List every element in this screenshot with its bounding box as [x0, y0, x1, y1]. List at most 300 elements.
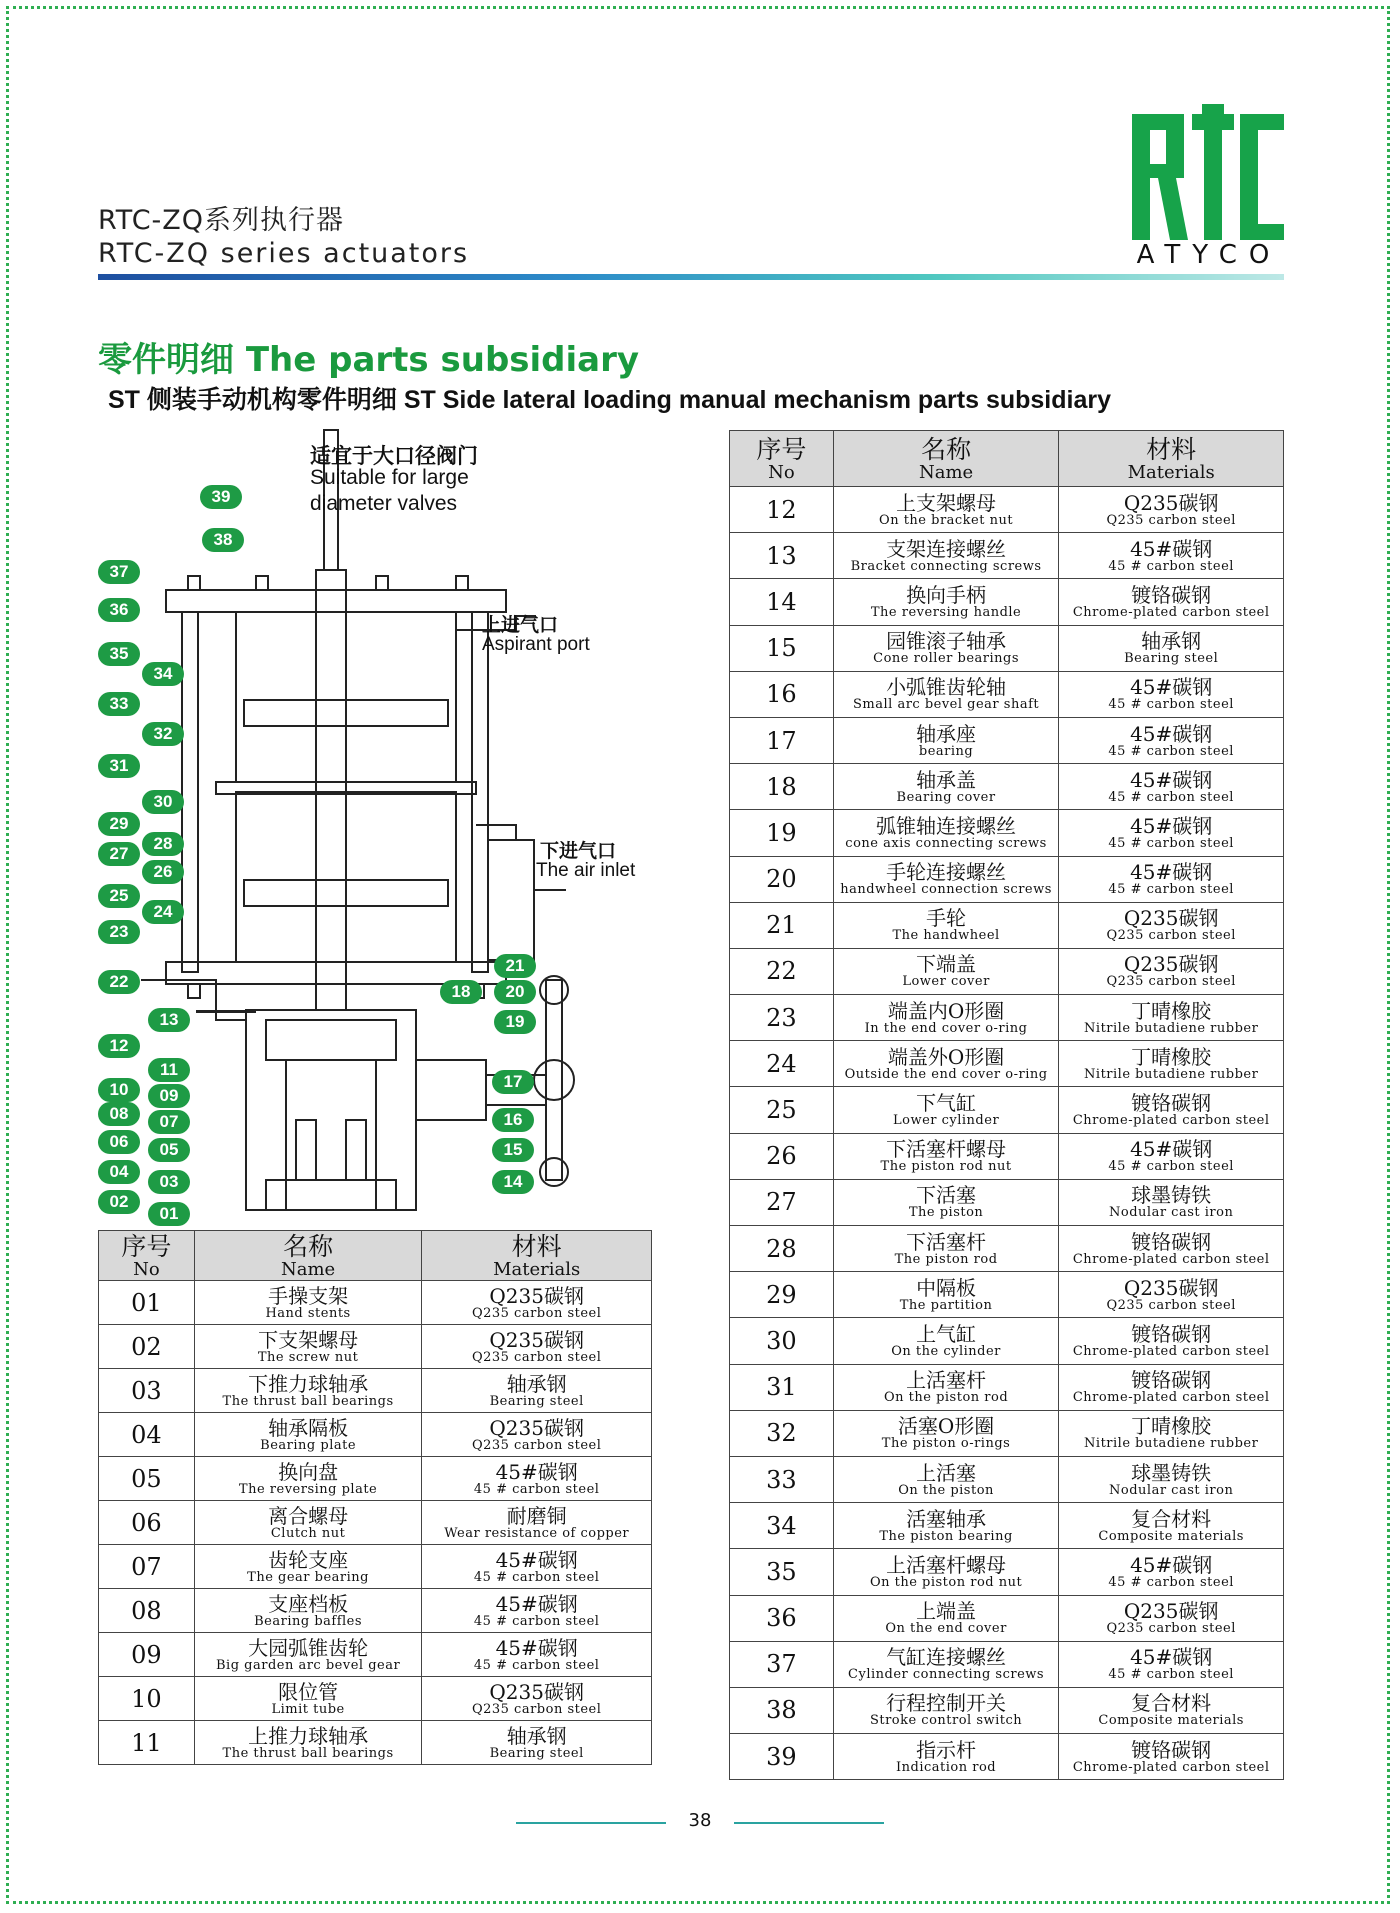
table-row: [730, 948, 1284, 994]
part-number: 02: [99, 1325, 195, 1369]
part-name: [833, 1595, 1059, 1641]
part-name: [833, 1041, 1059, 1087]
part-name-cn: 上活塞杆: [906, 1368, 987, 1393]
table-row: [730, 1410, 1284, 1456]
table-row: [730, 810, 1284, 856]
part-material-en: Composite materials: [1098, 1713, 1244, 1729]
part-name-cn: 端盖外O形圈: [887, 1044, 1005, 1069]
part-number: 32: [730, 1410, 834, 1456]
part-name-en: Small arc bevel gear shaft: [853, 697, 1040, 713]
part-material-en: Chrome-plated carbon steel: [1072, 1759, 1270, 1775]
part-material-cn: 45#碳钢: [495, 1635, 578, 1660]
part-material-cn: 镀铬碳钢: [1131, 1368, 1212, 1393]
part-material-cn: 耐磨铜: [506, 1503, 567, 1528]
part-material-cn: 丁晴橡胶: [1131, 1414, 1212, 1439]
part-material: [1059, 1734, 1284, 1780]
table-row: [730, 1503, 1284, 1549]
part-material: [1059, 1226, 1284, 1272]
part-name-en: The piston bearing: [879, 1528, 1013, 1544]
part-material-en: 45 # carbon steel: [1108, 882, 1234, 898]
part-name-cn: 下活塞杆螺母: [886, 1137, 1007, 1162]
part-name-cn: 活塞轴承: [906, 1506, 987, 1531]
part-material-en: 45 # carbon steel: [1108, 835, 1234, 851]
part-material-en: Bearing steel: [489, 1745, 584, 1761]
part-name-en: On the piston rod nut: [869, 1574, 1023, 1590]
part-material: [1059, 1687, 1284, 1733]
header-divider: [98, 274, 1284, 280]
part-material-cn: 镀铬碳钢: [1131, 1229, 1212, 1254]
part-name-cn: 手轮: [926, 906, 967, 931]
note-large-valves-en1: Suitable for large: [310, 466, 469, 489]
part-number: 25: [730, 1087, 834, 1133]
part-material: [422, 1369, 652, 1413]
part-name-en: The thrust ball bearings: [222, 1745, 394, 1761]
part-material-en: Nitrile butadiene rubber: [1084, 1066, 1259, 1082]
part-material-en: Wear resistance of copper: [444, 1525, 630, 1541]
part-material-cn: 45#碳钢: [1130, 1552, 1213, 1577]
part-material-en: Q235 carbon steel: [1106, 512, 1236, 528]
part-name-en: Clutch nut: [270, 1525, 346, 1541]
part-material-en: Q235 carbon steel: [471, 1305, 602, 1321]
callout-33: 33: [98, 692, 140, 716]
part-number: 26: [730, 1133, 834, 1179]
part-name-en: The screw nut: [257, 1349, 359, 1365]
part-number: 24: [730, 1041, 834, 1087]
part-number: 37: [730, 1641, 834, 1687]
part-name-cn: 换向手柄: [906, 582, 987, 607]
part-material: [422, 1501, 652, 1545]
actuator-diagram: [96, 420, 656, 1223]
series-title-en: RTC-ZQ series actuators: [98, 238, 470, 269]
part-name-cn: 支座档板: [268, 1591, 349, 1616]
part-name-cn: 大园弧锥齿轮: [248, 1635, 369, 1660]
table-row: [730, 764, 1284, 810]
part-material: [1059, 487, 1284, 533]
part-name: [833, 1087, 1059, 1133]
header-no: 序号 No: [99, 1231, 195, 1281]
part-name-en: handwheel connection screws: [840, 882, 1052, 898]
part-name: [194, 1369, 422, 1413]
part-name-en: Bracket connecting screws: [850, 558, 1042, 574]
part-name-en: On the piston: [898, 1482, 994, 1498]
part-name-cn: 下端盖: [916, 952, 977, 977]
part-material-en: Chrome-plated carbon steel: [1072, 1251, 1270, 1267]
part-name: [833, 1133, 1059, 1179]
table-row: [99, 1413, 652, 1457]
part-number: 39: [730, 1734, 834, 1780]
part-name-cn: 上活塞: [916, 1460, 977, 1485]
part-material: [1059, 717, 1284, 763]
part-material-en: 45 # carbon steel: [473, 1569, 600, 1585]
callout-05: 05: [148, 1138, 190, 1162]
part-number: 08: [99, 1589, 195, 1633]
callout-03: 03: [148, 1170, 190, 1194]
part-material: [1059, 1503, 1284, 1549]
part-material-cn: Q235碳钢: [1123, 1275, 1219, 1300]
part-name-en: The partition: [899, 1297, 993, 1313]
part-material-en: 45 # carbon steel: [1108, 697, 1234, 713]
part-material-en: 45 # carbon steel: [473, 1481, 600, 1497]
part-material: [422, 1281, 652, 1325]
callout-14: 14: [492, 1170, 534, 1194]
part-name-cn: 下推力球轴承: [248, 1371, 369, 1396]
part-material-cn: 复合材料: [1131, 1506, 1212, 1531]
part-name-cn: 中隔板: [916, 1275, 977, 1300]
part-material-en: Chrome-plated carbon steel: [1072, 1343, 1270, 1359]
part-material-en: Chrome-plated carbon steel: [1072, 1390, 1270, 1406]
part-material-cn: 轴承钢: [506, 1371, 567, 1396]
part-number: 06: [99, 1501, 195, 1545]
part-material: [422, 1413, 652, 1457]
note-air-inlet-cn: 下进气口: [540, 841, 617, 862]
part-name-en: On the cylinder: [891, 1343, 1001, 1359]
part-name-en: Big garden arc bevel gear: [216, 1657, 401, 1673]
part-material: [422, 1633, 652, 1677]
part-material-cn: Q235碳钢: [489, 1327, 584, 1352]
table-row: [99, 1721, 652, 1765]
part-name-en: On the end cover: [885, 1621, 1007, 1637]
part-number: 38: [730, 1687, 834, 1733]
table-row: [99, 1281, 652, 1325]
part-material-en: Nitrile butadiene rubber: [1084, 1436, 1259, 1452]
part-name-cn: 上端盖: [916, 1599, 977, 1624]
part-material-en: Chrome-plated carbon steel: [1072, 604, 1270, 620]
part-material: [1059, 671, 1284, 717]
part-number: 17: [730, 717, 834, 763]
part-material-en: 45 # carbon steel: [1108, 789, 1234, 805]
callout-24: 24: [142, 900, 184, 924]
table-row: [730, 1595, 1284, 1641]
part-name-en: On the bracket nut: [879, 512, 1014, 528]
table-row: [730, 487, 1284, 533]
table-row: [730, 671, 1284, 717]
part-number: 20: [730, 856, 834, 902]
part-name: [833, 625, 1059, 671]
part-material-cn: 45#碳钢: [495, 1459, 578, 1484]
part-name-cn: 轴承盖: [916, 767, 977, 792]
part-material-cn: 丁晴橡胶: [1131, 1044, 1212, 1069]
part-material: [1059, 1364, 1284, 1410]
part-material-cn: 45#碳钢: [1130, 1645, 1213, 1670]
part-name-en: Lower cylinder: [892, 1113, 1000, 1129]
part-name-cn: 齿轮支座: [268, 1547, 349, 1572]
part-name: [833, 1734, 1059, 1780]
part-material: [422, 1545, 652, 1589]
part-material-en: Bearing steel: [1124, 651, 1219, 667]
part-material-en: Q235 carbon steel: [471, 1437, 602, 1453]
part-name: [833, 856, 1059, 902]
part-name: [194, 1325, 422, 1369]
part-name-en: Indication rod: [896, 1759, 997, 1775]
part-name-cn: 下支架螺母: [258, 1327, 359, 1352]
part-number: 29: [730, 1272, 834, 1318]
part-material-en: 45 # carbon steel: [1108, 558, 1234, 574]
table-row: [730, 1318, 1284, 1364]
table-row: [99, 1545, 652, 1589]
part-name: [194, 1633, 422, 1677]
part-name-en: Bearing cover: [896, 789, 996, 805]
part-name: [833, 948, 1059, 994]
part-material-en: Q235 carbon steel: [1106, 974, 1236, 990]
callout-29: 29: [98, 812, 140, 836]
part-name-en: bearing: [918, 743, 974, 759]
part-name-cn: 园锥滚子轴承: [886, 629, 1007, 654]
part-number: 10: [99, 1677, 195, 1721]
part-name-cn: 上支架螺母: [896, 490, 997, 515]
part-name: [194, 1501, 422, 1545]
part-material-cn: 45#碳钢: [1130, 675, 1213, 700]
part-material-cn: 45#碳钢: [1130, 721, 1213, 746]
part-name-cn: 上气缸: [916, 1321, 977, 1346]
part-material: [1059, 1318, 1284, 1364]
table-row: [730, 579, 1284, 625]
part-name-cn: 行程控制开关: [886, 1691, 1007, 1716]
part-material-en: Q235 carbon steel: [471, 1701, 602, 1717]
callout-35: 35: [98, 642, 140, 666]
part-material: [1059, 1641, 1284, 1687]
part-material: [422, 1589, 652, 1633]
part-name-cn: 离合螺母: [268, 1503, 349, 1528]
table-row: [730, 1226, 1284, 1272]
part-material: [1059, 1272, 1284, 1318]
part-number: 12: [730, 487, 834, 533]
table-row: [730, 1133, 1284, 1179]
callout-08: 08: [98, 1102, 140, 1126]
part-material: [1059, 1087, 1284, 1133]
table-row: [730, 902, 1284, 948]
part-number: 14: [730, 579, 834, 625]
part-material-en: Nodular cast iron: [1109, 1205, 1234, 1221]
page-line-right: [734, 1822, 884, 1824]
part-number: 21: [730, 902, 834, 948]
part-name-en: Outside the end cover o-ring: [844, 1066, 1048, 1082]
table-row: [99, 1369, 652, 1413]
part-material-cn: 45#碳钢: [1130, 813, 1213, 838]
part-name: [833, 902, 1059, 948]
part-material-en: Q235 carbon steel: [1106, 1621, 1236, 1637]
table-row: [99, 1589, 652, 1633]
callout-34: 34: [142, 662, 184, 686]
part-number: 34: [730, 1503, 834, 1549]
callout-30: 30: [142, 790, 184, 814]
part-material-en: Chrome-plated carbon steel: [1072, 1113, 1270, 1129]
part-number: 05: [99, 1457, 195, 1501]
table-row: [730, 717, 1284, 763]
part-name-cn: 活塞O形圈: [897, 1414, 995, 1439]
part-number: 22: [730, 948, 834, 994]
part-number: 23: [730, 995, 834, 1041]
part-number: 28: [730, 1226, 834, 1272]
part-name: [194, 1721, 422, 1765]
part-material: [422, 1325, 652, 1369]
part-number: 04: [99, 1413, 195, 1457]
part-material-cn: 轴承钢: [1141, 629, 1202, 654]
part-number: 19: [730, 810, 834, 856]
callout-36: 36: [98, 598, 140, 622]
part-number: 30: [730, 1318, 834, 1364]
part-material: [1059, 1410, 1284, 1456]
part-material-cn: Q235碳钢: [489, 1415, 584, 1440]
part-material-cn: 45#碳钢: [495, 1547, 578, 1572]
callout-18: 18: [440, 980, 482, 1004]
table-row: [730, 1641, 1284, 1687]
part-material-en: Nodular cast iron: [1109, 1482, 1234, 1498]
part-name: [194, 1413, 422, 1457]
logo-subtitle: ATYCO: [1136, 240, 1282, 270]
part-material-cn: 镀铬碳钢: [1131, 582, 1212, 607]
part-name-en: Bearing baffles: [254, 1613, 363, 1629]
part-material: [1059, 579, 1284, 625]
part-material-en: 45 # carbon steel: [473, 1657, 600, 1673]
callout-16: 16: [492, 1108, 534, 1132]
part-name-en: In the end cover o-ring: [864, 1020, 1028, 1036]
part-material-cn: Q235碳钢: [489, 1679, 584, 1704]
callout-22: 22: [98, 970, 140, 994]
table-row: [730, 995, 1284, 1041]
part-name-en: cone axis connecting screws: [845, 835, 1047, 851]
callout-01: 01: [148, 1202, 190, 1226]
part-material-cn: 丁晴橡胶: [1131, 998, 1212, 1023]
part-material: [1059, 1041, 1284, 1087]
part-material-cn: 镀铬碳钢: [1131, 1737, 1212, 1762]
section-subtitle: ST 侧装手动机构零件明细 ST Side lateral loading manual mechanism parts subsidiary: [108, 386, 1112, 414]
part-number: 11: [99, 1721, 195, 1765]
part-name-en: The piston rod nut: [880, 1159, 1012, 1175]
part-name: [833, 1641, 1059, 1687]
table-row: [730, 533, 1284, 579]
part-material: [422, 1721, 652, 1765]
part-name-en: The thrust ball bearings: [222, 1393, 394, 1409]
part-name: [194, 1457, 422, 1501]
table-row: [730, 1549, 1284, 1595]
callout-19: 19: [494, 1010, 536, 1034]
header-no: 序号 No: [730, 431, 834, 487]
part-name: [194, 1545, 422, 1589]
part-name: [833, 1226, 1059, 1272]
callout-31: 31: [98, 754, 140, 778]
part-material: [1059, 533, 1284, 579]
part-number: 07: [99, 1545, 195, 1589]
part-name-cn: 弧锥轴连接螺丝: [876, 813, 1017, 838]
note-large-valves-en2: diameter valves: [310, 492, 458, 515]
part-name: [833, 1318, 1059, 1364]
part-number: 33: [730, 1456, 834, 1502]
part-material: [1059, 1133, 1284, 1179]
part-material: [1059, 902, 1284, 948]
part-number: 27: [730, 1179, 834, 1225]
part-material-en: 45 # carbon steel: [1108, 1159, 1234, 1175]
part-material-cn: 45#碳钢: [1130, 1137, 1213, 1162]
table-row: [730, 1687, 1284, 1733]
callout-09: 09: [148, 1084, 190, 1108]
callout-39: 39: [200, 485, 242, 509]
parts-table-right: [729, 430, 1284, 1780]
part-name: [833, 1549, 1059, 1595]
part-name: [833, 1503, 1059, 1549]
part-material-cn: 45#碳钢: [1130, 536, 1213, 561]
part-name-en: Hand stents: [265, 1305, 351, 1321]
part-material: [1059, 1456, 1284, 1502]
part-material-cn: 45#碳钢: [1130, 767, 1213, 792]
part-name-en: Cone roller bearings: [873, 651, 1019, 667]
part-name: [833, 1687, 1059, 1733]
callout-13: 13: [148, 1008, 190, 1032]
note-large-valves-cn: 适宜于大口径阀门: [310, 445, 478, 468]
part-name-cn: 轴承座: [916, 721, 977, 746]
part-material-cn: Q235碳钢: [1123, 490, 1219, 515]
table-row: [730, 1087, 1284, 1133]
page-number: 38: [688, 1810, 712, 1831]
part-name-cn: 下气缸: [916, 1091, 977, 1116]
part-number: 35: [730, 1549, 834, 1595]
callout-02: 02: [98, 1190, 140, 1214]
callout-10: 10: [98, 1078, 140, 1102]
table-row: [730, 1041, 1284, 1087]
callout-17: 17: [492, 1070, 534, 1094]
table-row: [730, 1179, 1284, 1225]
table-row: [730, 1272, 1284, 1318]
header-materials: 材料 Materials: [1059, 431, 1284, 487]
part-name-en: The reversing handle: [870, 604, 1022, 620]
part-material: [1059, 810, 1284, 856]
part-name-cn: 端盖内O形圈: [887, 998, 1005, 1023]
part-name-cn: 上活塞杆螺母: [886, 1552, 1007, 1577]
header-materials: 材料 Materials: [422, 1231, 652, 1281]
callout-23: 23: [98, 920, 140, 944]
part-name-cn: 限位管: [278, 1679, 339, 1704]
part-material-en: 45 # carbon steel: [1108, 1667, 1234, 1683]
part-number: 13: [730, 533, 834, 579]
part-name: [833, 810, 1059, 856]
part-material-en: Q235 carbon steel: [471, 1349, 602, 1365]
part-material-en: Q235 carbon steel: [1106, 1297, 1236, 1313]
callout-06: 06: [98, 1130, 140, 1154]
part-name: [833, 533, 1059, 579]
part-name-cn: 换向盘: [278, 1459, 339, 1484]
part-material-cn: Q235碳钢: [1123, 952, 1219, 977]
part-material-en: Q235 carbon steel: [1106, 928, 1236, 944]
parts-table-left: [98, 1230, 652, 1765]
part-name-cn: 气缸连接螺丝: [886, 1645, 1007, 1670]
part-material-en: Nitrile butadiene rubber: [1084, 1020, 1259, 1036]
callout-21: 21: [494, 954, 536, 978]
table-row: [99, 1457, 652, 1501]
part-name-en: Cylinder connecting screws: [848, 1667, 1045, 1683]
part-material-en: 45 # carbon steel: [1108, 743, 1234, 759]
part-name-en: The reversing plate: [238, 1481, 378, 1497]
part-material-en: Composite materials: [1098, 1528, 1244, 1544]
callout-12: 12: [98, 1034, 140, 1058]
callout-38: 38: [202, 528, 244, 552]
table-row: [730, 856, 1284, 902]
part-name: [833, 764, 1059, 810]
part-material-cn: 镀铬碳钢: [1131, 1091, 1212, 1116]
part-name-en: The piston o-rings: [881, 1436, 1011, 1452]
callout-26: 26: [142, 860, 184, 884]
part-name-cn: 指示杆: [916, 1737, 977, 1762]
part-material: [422, 1457, 652, 1501]
callout-28: 28: [142, 832, 184, 856]
part-material-cn: 球墨铸铁: [1131, 1183, 1212, 1208]
header-name: 名称 Name: [194, 1231, 422, 1281]
part-name: [833, 1364, 1059, 1410]
part-material-cn: 镀铬碳钢: [1131, 1321, 1212, 1346]
part-name-cn: 手操支架: [268, 1283, 349, 1308]
callout-20: 20: [494, 980, 536, 1004]
callout-25: 25: [98, 884, 140, 908]
callout-15: 15: [492, 1138, 534, 1162]
part-name-en: The handwheel: [892, 928, 1000, 944]
